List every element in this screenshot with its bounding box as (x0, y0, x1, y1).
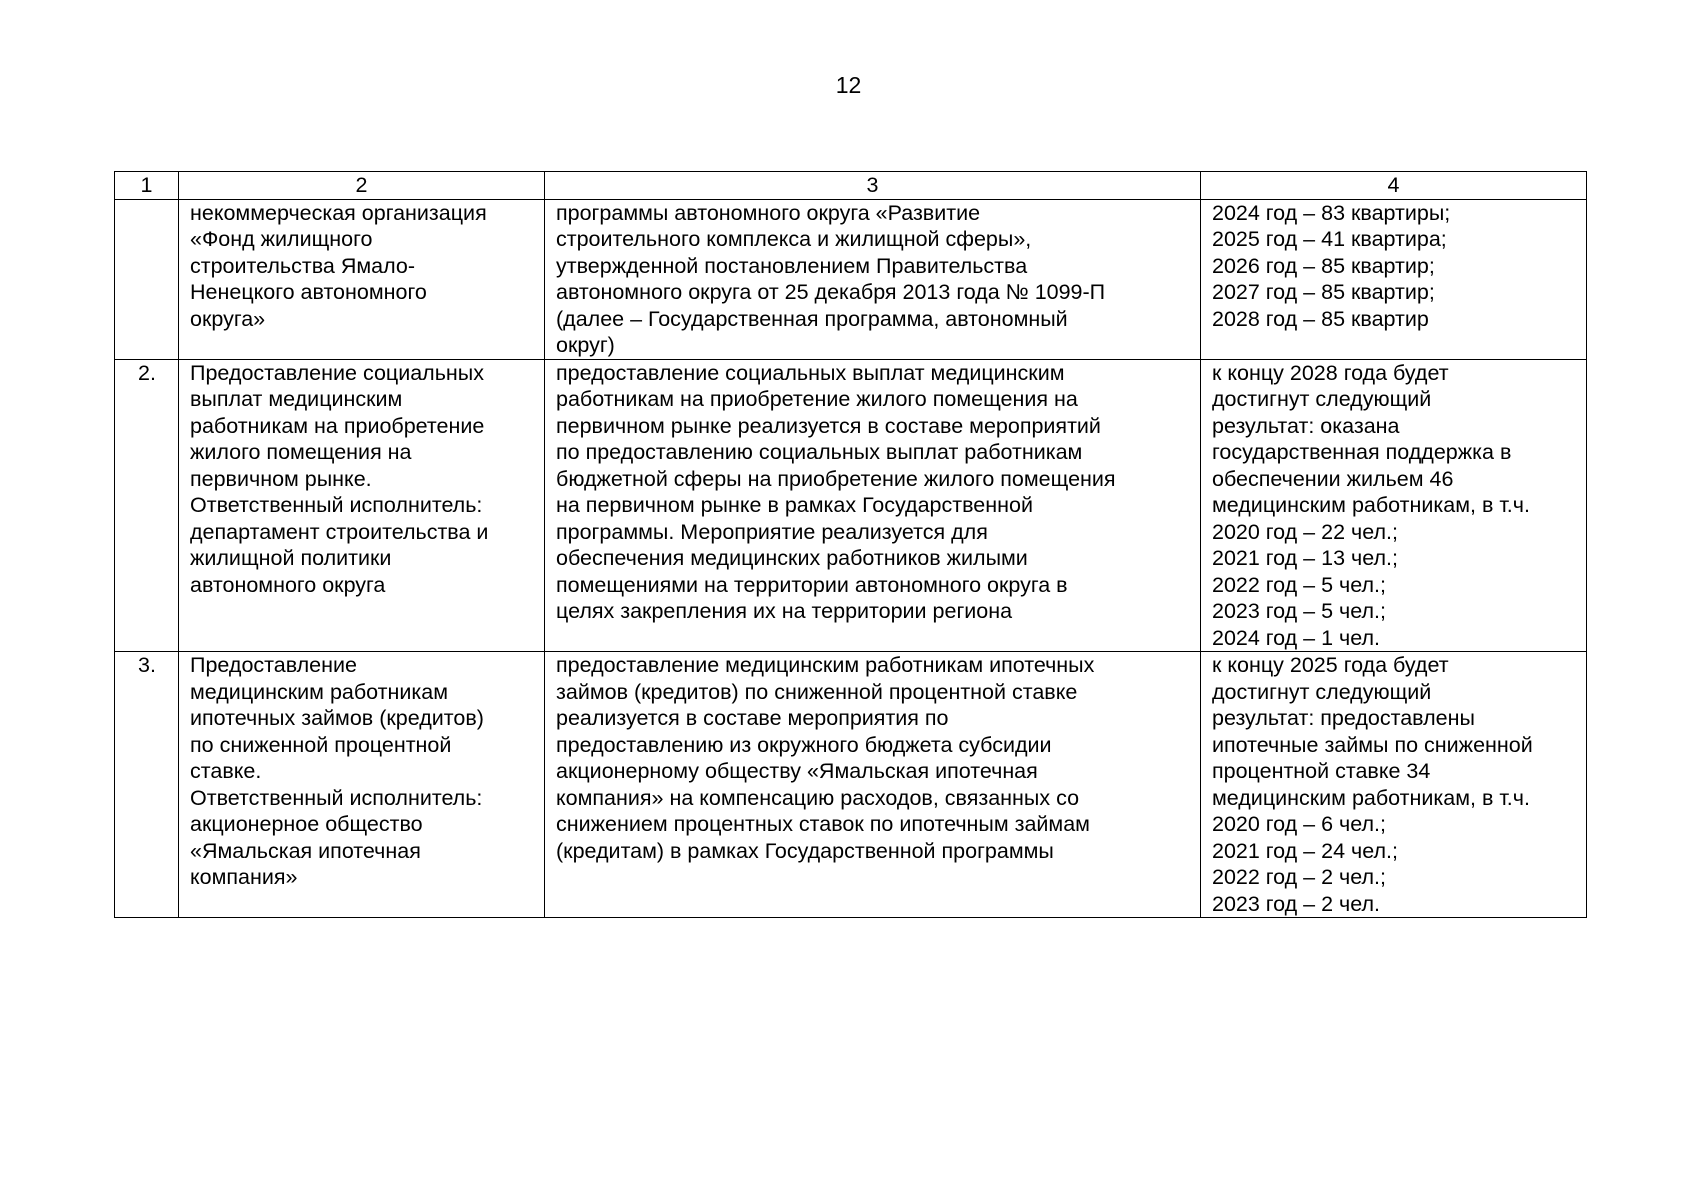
cell-text-line: медицинским работникам (190, 679, 448, 704)
program-table (114, 171, 1587, 918)
cell-text-line: 2024 год – 1 чел. (1212, 625, 1381, 650)
cell-text-line: результат: предоставлены (1212, 706, 1475, 730)
cell-text-line: медицинским работникам, в т.ч. (1212, 493, 1530, 517)
table-body (115, 199, 1587, 918)
cell-text-line: предоставлению из окружного бюджета субсидии (556, 732, 1052, 757)
cell-text-line: государственная поддержка в (1212, 440, 1512, 464)
cell-text-line: акционерному обществу «Ямальская ипотечная (556, 759, 1038, 783)
cell-text-line: достигнут следующий (1212, 387, 1432, 411)
cell-text-line: строительного комплекса и жилищной сферы», (556, 227, 1032, 251)
cell-text-line: помещениями на территории автономного округа в (556, 572, 1068, 597)
cell-text-line: ипотечные займы по сниженной (1212, 732, 1533, 757)
cell-text-line: по сниженной процентной (190, 732, 452, 757)
cell-text-line: Ненецкого автономного (190, 280, 427, 304)
cell-text-line: жилищной политики (190, 546, 392, 570)
page-number: 12 (835, 72, 862, 98)
description-cell (545, 359, 1201, 652)
result-cell (1201, 199, 1587, 359)
row-number: 3. (115, 652, 179, 918)
cell-text-line: Предоставление социальных (190, 360, 485, 385)
table-row (115, 652, 1587, 918)
description-cell (545, 652, 1201, 918)
cell-text-line: 2020 год – 22 чел.; (1212, 519, 1398, 544)
result-cell (1201, 359, 1587, 652)
cell-text-line: 2028 год – 85 квартир (1212, 306, 1429, 331)
cell-text-line: предоставление социальных выплат медицинским (556, 360, 1065, 385)
cell-text-line: 2024 год – 83 квартиры; (1212, 200, 1451, 225)
cell-text-line: 2023 год – 2 чел. (1212, 891, 1381, 916)
cell-text-line: обеспечения медицинских работников жилыми (556, 546, 1028, 570)
cell-text-line: процентной ставке 34 (1212, 759, 1431, 783)
cell-text-line: автономного округа (190, 572, 386, 597)
cell-text-line: займов (кредитов) по сниженной процентной ставке (556, 679, 1078, 704)
measure-name-cell (179, 199, 545, 359)
cell-text-line: жилого помещения на (190, 440, 412, 464)
cell-text-line: 2027 год – 85 квартир; (1212, 280, 1435, 304)
cell-text-line: программы автономного округа «Развитие (556, 200, 981, 225)
cell-text-line: по предоставлению социальных выплат работникам (556, 440, 1083, 464)
cell-text-line: 2021 год – 13 чел.; (1212, 546, 1398, 570)
cell-text-line: работникам на приобретение жилого помещения на (556, 387, 1078, 411)
measure-name-cell (179, 652, 545, 918)
cell-text-line: компания» на компенсацию расходов, связанных со (556, 785, 1080, 810)
cell-text-line: программы. Мероприятие реализуется для (556, 519, 988, 544)
cell-text-line: первичном рынке реализуется в составе мероприятий (556, 413, 1101, 438)
cell-text-line: ставке. (190, 759, 262, 783)
cell-text-line: округа» (190, 306, 266, 331)
cell-text-line: снижением процентных ставок по ипотечным займам (556, 812, 1090, 836)
cell-text-line: к концу 2028 года будет (1212, 360, 1449, 385)
cell-text-line: Предоставление (190, 653, 357, 677)
cell-text-line: строительства Ямало- (190, 253, 415, 278)
header-col-3: 3 (545, 172, 1201, 200)
cell-text-line: 2023 год – 5 чел.; (1212, 599, 1386, 623)
cell-text-line: выплат медицинским (190, 387, 403, 411)
cell-text-line: обеспечении жильем 46 (1212, 466, 1454, 491)
table-header (115, 172, 1587, 200)
cell-text-line: достигнут следующий (1212, 679, 1432, 704)
cell-text-line: утвержденной постановлением Правительства (556, 253, 1028, 278)
cell-text-line: 2022 год – 2 чел.; (1212, 865, 1386, 889)
cell-text-line: 2026 год – 85 квартир; (1212, 253, 1435, 278)
cell-text-line: некоммерческая организация (190, 200, 487, 225)
header-col-1: 1 (115, 172, 179, 200)
cell-text-line: «Фонд жилищного (190, 227, 373, 251)
result-cell (1201, 652, 1587, 918)
cell-text-line: 2021 год – 24 чел.; (1212, 838, 1398, 863)
cell-text-line: «Ямальская ипотечная (190, 838, 421, 863)
header-col-4: 4 (1201, 172, 1587, 200)
cell-text-line: работникам на приобретение (190, 413, 485, 438)
description-cell (545, 199, 1201, 359)
cell-text-line: целях закрепления их на территории региона (556, 599, 1013, 623)
header-row (115, 172, 1587, 200)
row-number (115, 199, 179, 359)
cell-text-line: 2025 год – 41 квартира; (1212, 227, 1447, 251)
cell-text-line: ипотечных займов (кредитов) (190, 706, 484, 730)
measure-name-cell (179, 359, 545, 652)
cell-text-line: 2022 год – 5 чел.; (1212, 572, 1386, 597)
cell-text-line: Ответственный исполнитель: (190, 785, 483, 810)
cell-text-line: департамент строительства и (190, 519, 489, 544)
cell-text-line: бюджетной сферы на приобретение жилого помещения (556, 466, 1116, 491)
table-row (115, 199, 1587, 359)
cell-text-line: акционерное общество (190, 812, 423, 836)
cell-text-line: автономного округа от 25 декабря 2013 года № 1099-П (556, 280, 1106, 304)
cell-text-line: результат: оказана (1212, 413, 1400, 438)
cell-text-line: предоставление медицинским работникам ипотечных (556, 653, 1095, 677)
cell-text-line: медицинским работникам, в т.ч. (1212, 785, 1530, 810)
row-number: 2. (115, 359, 179, 652)
cell-text-line: (кредитам) в рамках Государственной программы (556, 838, 1054, 863)
cell-text-line: первичном рынке. (190, 466, 372, 491)
cell-text-line: реализуется в составе мероприятия по (556, 706, 949, 730)
header-col-2: 2 (179, 172, 545, 200)
cell-text-line: к концу 2025 года будет (1212, 653, 1449, 677)
cell-text-line: Ответственный исполнитель: (190, 493, 483, 517)
table-row (115, 359, 1587, 652)
cell-text-line: 2020 год – 6 чел.; (1212, 812, 1386, 836)
cell-text-line: округ) (556, 333, 615, 357)
cell-text-line: на первичном рынке в рамках Государственной (556, 493, 1033, 517)
cell-text-line: (далее – Государственная программа, автономный (556, 306, 1068, 331)
cell-text-line: компания» (190, 865, 298, 889)
